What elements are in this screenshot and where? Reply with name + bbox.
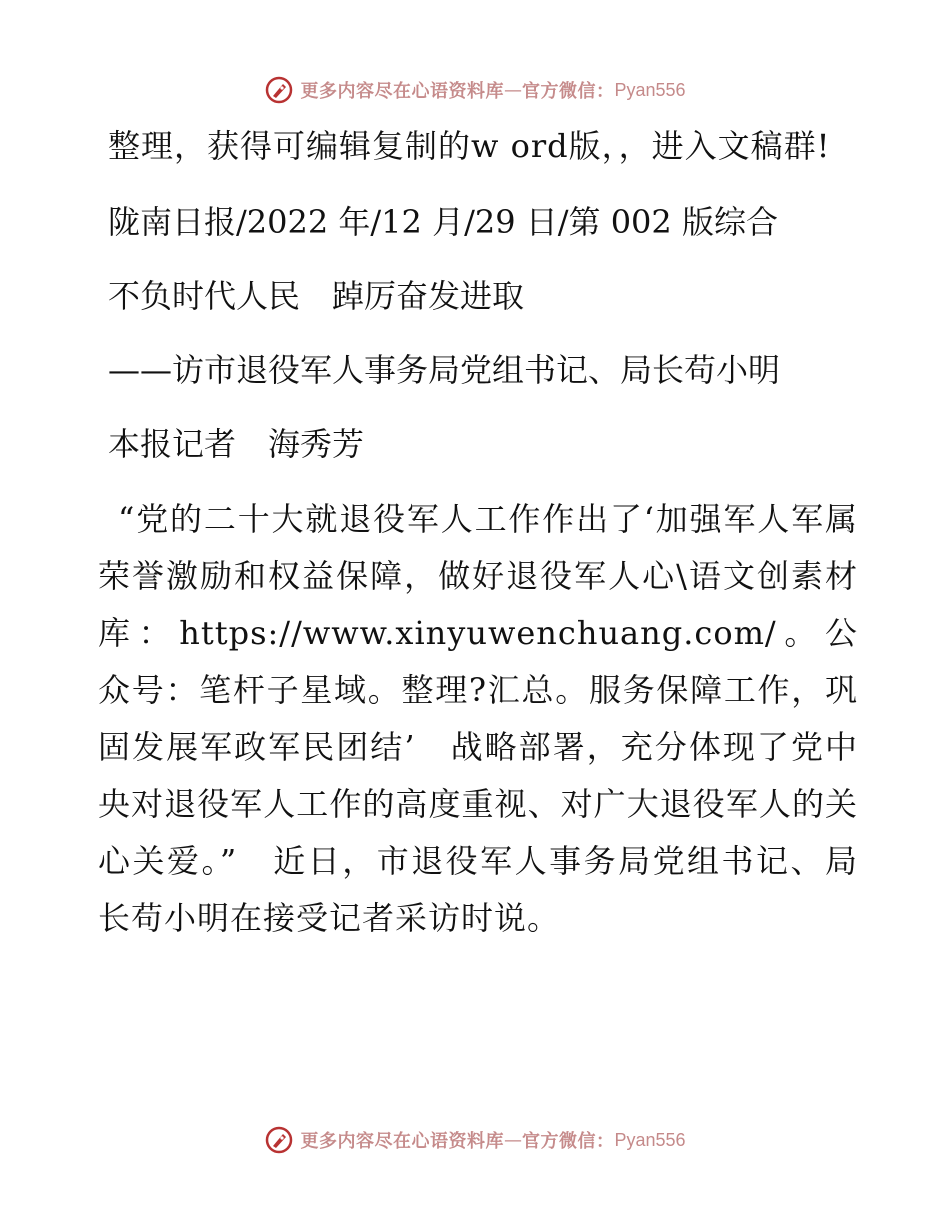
source-line: 陇南日报/2022 年/12 月/29 日/第 002 版综合 xyxy=(108,203,778,241)
watermark-brand-text: 更多内容尽在心语资料库 xyxy=(300,81,504,102)
subheadline: ——访市退役军人事务局党组书记、局长苟小明 xyxy=(108,351,781,389)
body-paragraph: “党的二十大就退役军人工作作出了‘加强军人军属荣誉激励和权益保障，做好退役军人心\语文创素材库：https://www.xinyuwenchuang.com/。公众号：笔杆子星域。整理?汇总。服务保障工作，巩固发展军政军民团结’ 战略部署，充分体现了党中央对退役军人工作的高度重视、对广大退役军人的关心关爱。” 近日，市退役军人事务局党组书记、局长苟小明在接受记者采访时说。 xyxy=(98,500,858,937)
pen-nib-logo-icon xyxy=(264,1125,294,1155)
document-body xyxy=(98,118,858,947)
pen-nib-logo-icon xyxy=(264,75,294,105)
byline: 本报记者 海秀芳 xyxy=(108,425,365,463)
watermark-official-label: 官方微信： xyxy=(521,81,615,102)
watermark-brand-text: 更多内容尽在心语资料库 xyxy=(300,1131,504,1152)
header-watermark xyxy=(0,72,950,108)
watermark-official-label: 官方微信： xyxy=(521,1131,615,1152)
watermark-separator: — xyxy=(503,79,522,101)
headline: 不负时代人民 踔厉奋发进取 xyxy=(108,277,525,315)
watermark-wechat-id: Pyan556 xyxy=(614,1129,686,1150)
intro-text: 整理，获得可编辑复制的w ord版，，进入文稿群! xyxy=(108,127,831,165)
watermark-wechat-id: Pyan556 xyxy=(614,79,686,100)
footer-watermark xyxy=(0,1122,950,1158)
watermark-separator: — xyxy=(503,1129,522,1151)
